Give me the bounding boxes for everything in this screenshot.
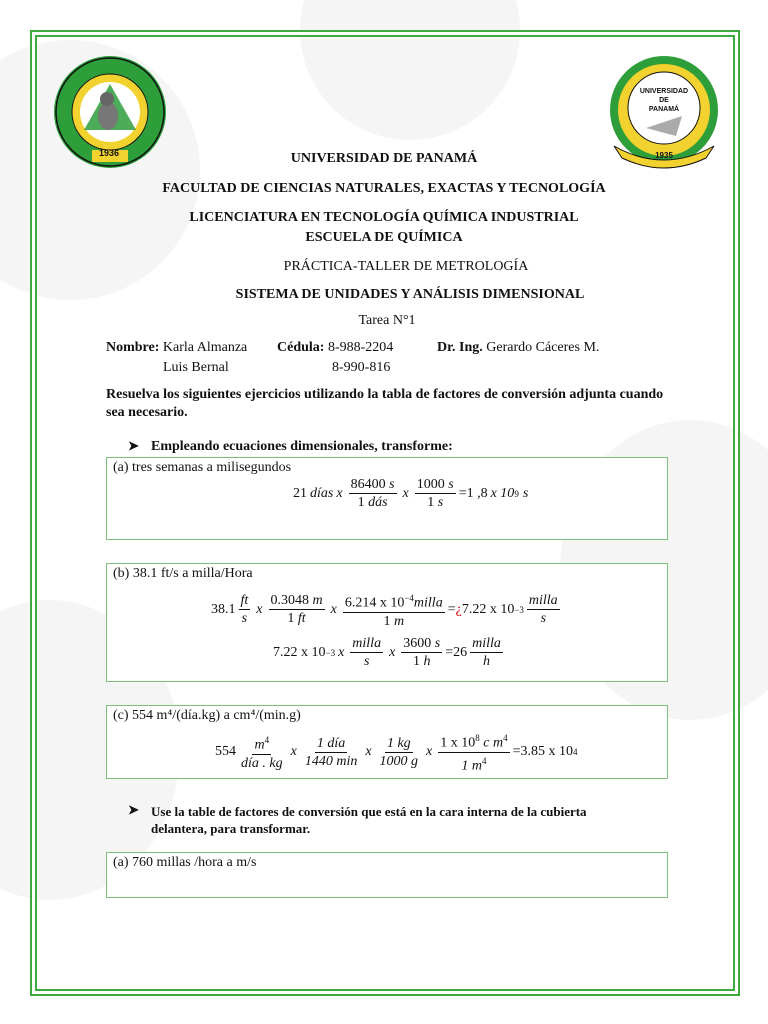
arrowhead-bullet-icon: ➤: [128, 438, 139, 453]
faculty-title: FACULTAD DE CIENCIAS NATURALES, EXACTAS Y TECNOLOGÍA: [162, 181, 606, 196]
eq-value: 21: [293, 485, 307, 501]
logo-year: 1935: [655, 151, 673, 160]
student-name-2: Luis Bernal: [163, 360, 229, 375]
arrowhead-bullet-icon: ➤: [128, 802, 139, 817]
exercise-c-label: (c) 554 m⁴/(día.kg) a cm⁴/(min.g): [113, 708, 301, 723]
eq-power: x 10: [490, 485, 515, 501]
professor-name: Gerardo Cáceres M.: [486, 340, 600, 355]
eq-fraction: $\frac{1000 s}{1 s}$: [416, 477, 454, 510]
eq-operator: x: [336, 485, 343, 501]
student-id-1: 8-988-2204: [327, 340, 394, 355]
logo-year: 1936: [99, 148, 120, 158]
name-row: [106, 340, 247, 356]
section2-title: Use la table de factores de conversión que está en la cara interna de la cubierta delantera, para transformar.: [151, 804, 587, 836]
student-id-2: 8-990-816: [332, 360, 391, 375]
school-title: ESCUELA DE QUÍMICA: [305, 230, 463, 245]
exercise-c-box: [106, 705, 668, 779]
eq-result: =1 ,8: [458, 485, 488, 501]
eq-odd-char: ¿: [455, 601, 462, 617]
exercise-2a-label: (a) 760 millas /hora a m/s: [113, 855, 257, 870]
eq-unit: días: [310, 485, 334, 501]
exercise-a-label: (a) tres semanas a milisegundos: [113, 460, 292, 475]
exercise-b-box: [106, 563, 668, 682]
student-name-1: Karla Almanza: [162, 340, 248, 355]
section1-title: Empleando ecuaciones dimensionales, transforme:: [151, 439, 453, 454]
id-label: Cédula:: [277, 340, 325, 355]
exercise-b-equation-1: 38.1 $\frac{ft}{s}$ x $\frac{0.3048 m}{1 ft}$ x $\frac{6.214 x 10^{-4}milla}{1 m}$ = ¿ 7.22 x 10 −3 $\frac{\text{milla}}{s}$: [211, 590, 563, 630]
logo-text-line2: DE: [659, 97, 669, 104]
id-row: [277, 340, 393, 356]
practice-title: PRÁCTICA-TALLER DE METROLOGÍA: [283, 259, 529, 274]
task-title: Tarea N°1: [358, 313, 416, 328]
degree-title: LICENCIATURA EN TECNOLOGÍA QUÍMICA INDUSTRIAL: [189, 210, 579, 225]
eq-unit: s: [522, 485, 529, 501]
exercise-b-label: (b) 38.1 ft/s a milla/Hora: [113, 566, 253, 581]
professor-row: [437, 340, 599, 356]
exercise-b-equation-2: 7.22 x 10 −3 x $\frac{\text{milla}}{s}$ x $\frac{3600 s}{1 h}$ =26 $\frac{\text{milla}}{h}$: [273, 636, 501, 669]
exercise-a-box: [106, 457, 668, 540]
logo-text-line1: UNIVERSIDAD: [639, 88, 689, 95]
professor-label: Dr. Ing.: [437, 340, 483, 355]
exercise-c-equation: 554 $\frac{m^4}{\text{día . kg}}$ x $\frac{\text{1 día}}{1440 \min}$ x $\frac{1 kg}{1000 g}$ x $\frac{1 x 10^8 c m^4}{1 m^4}$ =3.85 x 10 4: [215, 730, 578, 774]
university-title: UNIVERSIDAD DE PANAMÁ: [290, 151, 478, 166]
exercise-2a-box: [106, 852, 668, 898]
exercise-a-equation: 21 días x $\frac{86400 s}{\text{1 dás}}$ x $\frac{1000 s}{1 s}$ =1 ,8 x 10 9 s: [293, 477, 529, 510]
topic-title: SISTEMA DE UNIDADES Y ANÁLISIS DIMENSIONAL: [235, 287, 585, 302]
name-label: Nombre:: [106, 340, 160, 355]
eq-operator: x: [402, 485, 409, 501]
eq-fraction: $\frac{86400 s}{\text{1 dás}}$: [350, 477, 395, 510]
logo-text-line3: PANAMÁ: [648, 106, 680, 113]
instructions: Resuelva los siguientes ejercicios utilizando la tabla de factores de conversión adjunta cuando sea necesario.: [106, 387, 664, 420]
